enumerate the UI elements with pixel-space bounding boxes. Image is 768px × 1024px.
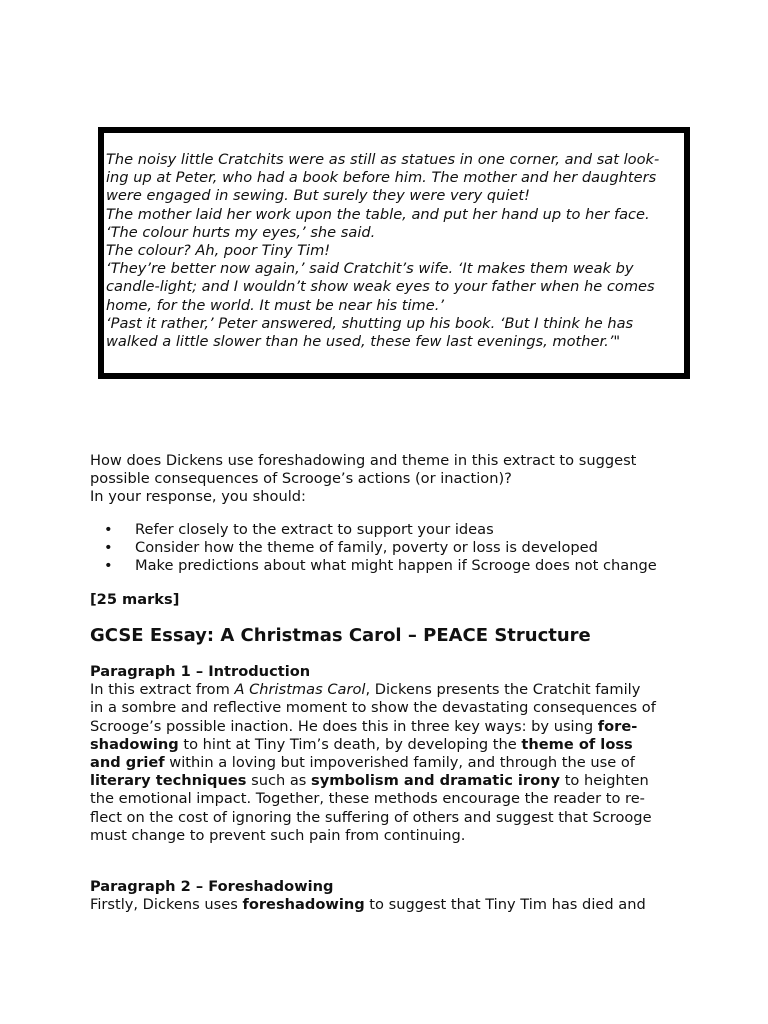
paragraph-line: the emotional impact. Together, these methods encourage the reader to re- bbox=[90, 790, 645, 808]
book-title: A Christmas Carol bbox=[234, 681, 366, 699]
extract-line: The colour? Ah, poor Tiny Tim! bbox=[106, 242, 331, 260]
paragraph-line bbox=[90, 896, 730, 914]
text-run: , Dickens presents the Cratchit family bbox=[365, 681, 641, 699]
paragraph-heading: Paragraph 1 – Introduction bbox=[90, 663, 311, 680]
bold-term: shadowing bbox=[90, 735, 179, 753]
question-prompt bbox=[90, 452, 710, 507]
extract-line: were engaged in sewing. But surely they were very quiet! bbox=[106, 187, 530, 205]
marks-label: [25 marks] bbox=[90, 591, 180, 608]
extract-line: ‘The colour hurts my eyes,’ she said. bbox=[106, 223, 376, 241]
text-run: within a loving but impoverished family, and through the use of bbox=[164, 754, 635, 772]
bold-term: fore- bbox=[597, 717, 638, 735]
bold-term: symbolism and dramatic irony bbox=[311, 772, 561, 790]
bold-term: and grief bbox=[90, 754, 165, 772]
bold-term: theme of loss bbox=[521, 735, 633, 753]
paragraph-line: in a sombre and reflective moment to show the devastating consequences of bbox=[90, 699, 656, 717]
bullet-icon: • bbox=[104, 521, 113, 538]
paragraph-heading: Paragraph 2 – Foreshadowing bbox=[90, 878, 334, 895]
extract-line: The noisy little Cratchits were as still as statues in one corner, and sat look- bbox=[106, 151, 660, 168]
bold-term: foreshadowing bbox=[242, 896, 365, 914]
bullet-icon: • bbox=[104, 539, 113, 557]
extract-line: walked a little slower than he used, these few last evenings, mother.’" bbox=[106, 333, 621, 351]
paragraph-line bbox=[90, 681, 730, 699]
extract-line: home, for the world. It must be near his time.’ bbox=[106, 296, 444, 314]
question-line: How does Dickens use foreshadowing and theme in this extract to suggest bbox=[90, 452, 637, 469]
paragraph-line bbox=[90, 754, 730, 772]
list-item bbox=[90, 557, 657, 575]
paragraph-line bbox=[90, 718, 730, 736]
extract-line: ‘Past it rather,’ Peter answered, shutting up his book. ‘But I think he has bbox=[106, 314, 634, 332]
text-run: to heighten bbox=[560, 772, 649, 790]
paragraph-line bbox=[90, 772, 730, 790]
bullet-list bbox=[90, 521, 657, 576]
text-run: to hint at Tiny Tim’s death, by developing the bbox=[178, 735, 522, 753]
question-instruction: In your response, you should: bbox=[90, 488, 306, 506]
list-item bbox=[90, 521, 657, 539]
paragraph-line: flect on the cost of ignoring the suffering of others and suggest that Scrooge bbox=[90, 808, 652, 826]
list-item bbox=[90, 539, 657, 557]
extract-line: The mother laid her work upon the table, and put her hand up to her face. bbox=[106, 205, 650, 223]
extract-line: ‘They’re better now again,’ said Cratchit’s wife. ‘It makes them weak by bbox=[106, 260, 634, 278]
extract-line: candle-light; and I wouldn’t show weak eyes to your father when he comes bbox=[106, 278, 655, 296]
text-run: to suggest that Tiny Tim has died and bbox=[364, 896, 646, 914]
paragraph-1 bbox=[90, 663, 730, 845]
paragraph-line: must change to prevent such pain from continuing. bbox=[90, 826, 466, 844]
extract-box bbox=[98, 127, 690, 379]
text-run: such as bbox=[246, 772, 312, 790]
extract-line: ing up at Peter, who had a book before him. The mother and her daughters bbox=[106, 169, 657, 187]
bullet-icon: • bbox=[104, 557, 113, 575]
text-run: In this extract from bbox=[90, 681, 235, 699]
list-item-text: Refer closely to the extract to support your ideas bbox=[135, 521, 494, 538]
text-run: Firstly, Dickens uses bbox=[90, 896, 243, 914]
question-line: possible consequences of Scrooge’s actions (or inaction)? bbox=[90, 470, 512, 488]
paragraph-line bbox=[90, 736, 730, 754]
text-run: Scrooge’s possible inaction. He does this in three key ways: by using bbox=[90, 717, 598, 735]
list-item-text: Consider how the theme of family, poverty or loss is developed bbox=[135, 539, 598, 557]
bold-term: literary techniques bbox=[90, 772, 247, 790]
list-item-text: Make predictions about what might happen if Scrooge does not change bbox=[135, 557, 657, 575]
essay-title: GCSE Essay: A Christmas Carol – PEACE Structure bbox=[90, 625, 591, 646]
paragraph-2 bbox=[90, 878, 730, 914]
